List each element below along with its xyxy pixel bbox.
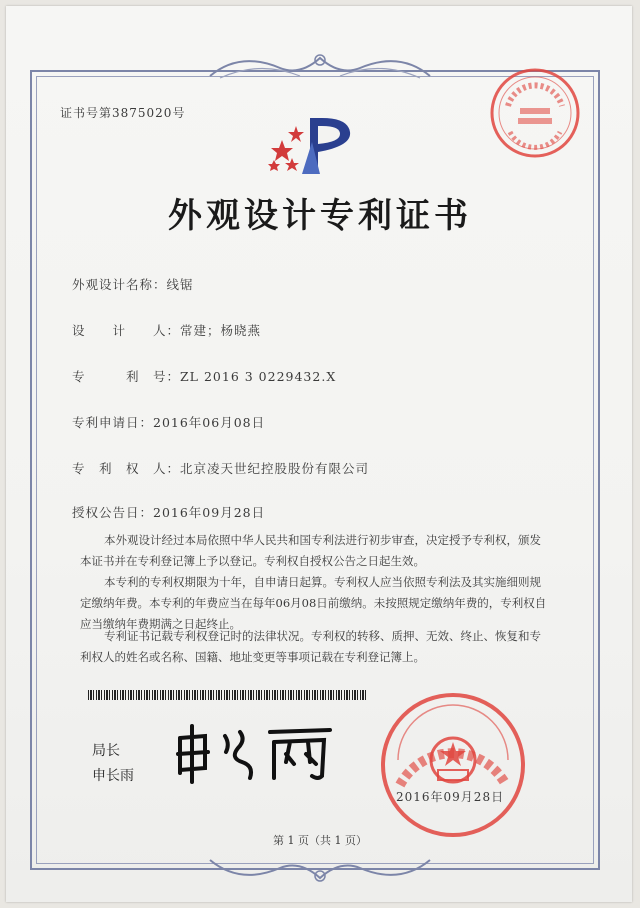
document-title: 外观设计专利证书 [168,196,472,236]
director-name: 申长雨 [92,768,134,784]
patent-number-field: 专 利 号：ZL 2016 3 0229432.X [72,369,337,384]
bottom-ornament-icon [200,850,440,890]
director-signature [170,718,340,788]
patentee-field: 专 利 权 人：北京凌天世纪控股股份有限公司 [72,461,370,476]
certificate-number: 证书号第3875020号 [60,106,186,120]
design-name-field: 外观设计名称：线锯 [72,277,194,292]
page-number: 第 1 页（共 1 页） [273,834,367,847]
seal-date: 2016年09月28日 [396,790,505,804]
office-seal-icon [378,690,528,840]
tax-seal-icon [488,66,582,160]
announcement-date-field: 授权公告日：2016年09月28日 [72,505,266,520]
paragraph-term: 本专利的专利权期限为十年，自申请日起算。专利权人应当依照专利法及其实施细则规定缴纳年费。本专利的年费应当在每年06月08日前缴纳。未按照规定缴纳年费的，专利权自应当缴纳年费期满之日起终止。 [80,575,547,631]
barcode [88,690,368,700]
designer-field: 设 计 人：常建；杨晓燕 [72,323,262,338]
patent-office-logo-icon [262,112,362,178]
top-ornament-icon [200,46,440,86]
director-label: 局长 [92,743,120,759]
paragraph-grant: 本外观设计经过本局依照中华人民共和国专利法进行初步审查，决定授予专利权，颁发本证书并在专利登记簿上予以登记。专利权自授权公告之日起生效。 [80,533,541,568]
filing-date-field: 专利申请日：2016年06月08日 [72,415,266,430]
paragraph-register: 专利证书记载专利权登记时的法律状况。专利权的转移、质押、无效、终止、恢复和专利权人的姓名或名称、国籍、地址变更等事项记载在专利登记簿上。 [80,629,541,664]
